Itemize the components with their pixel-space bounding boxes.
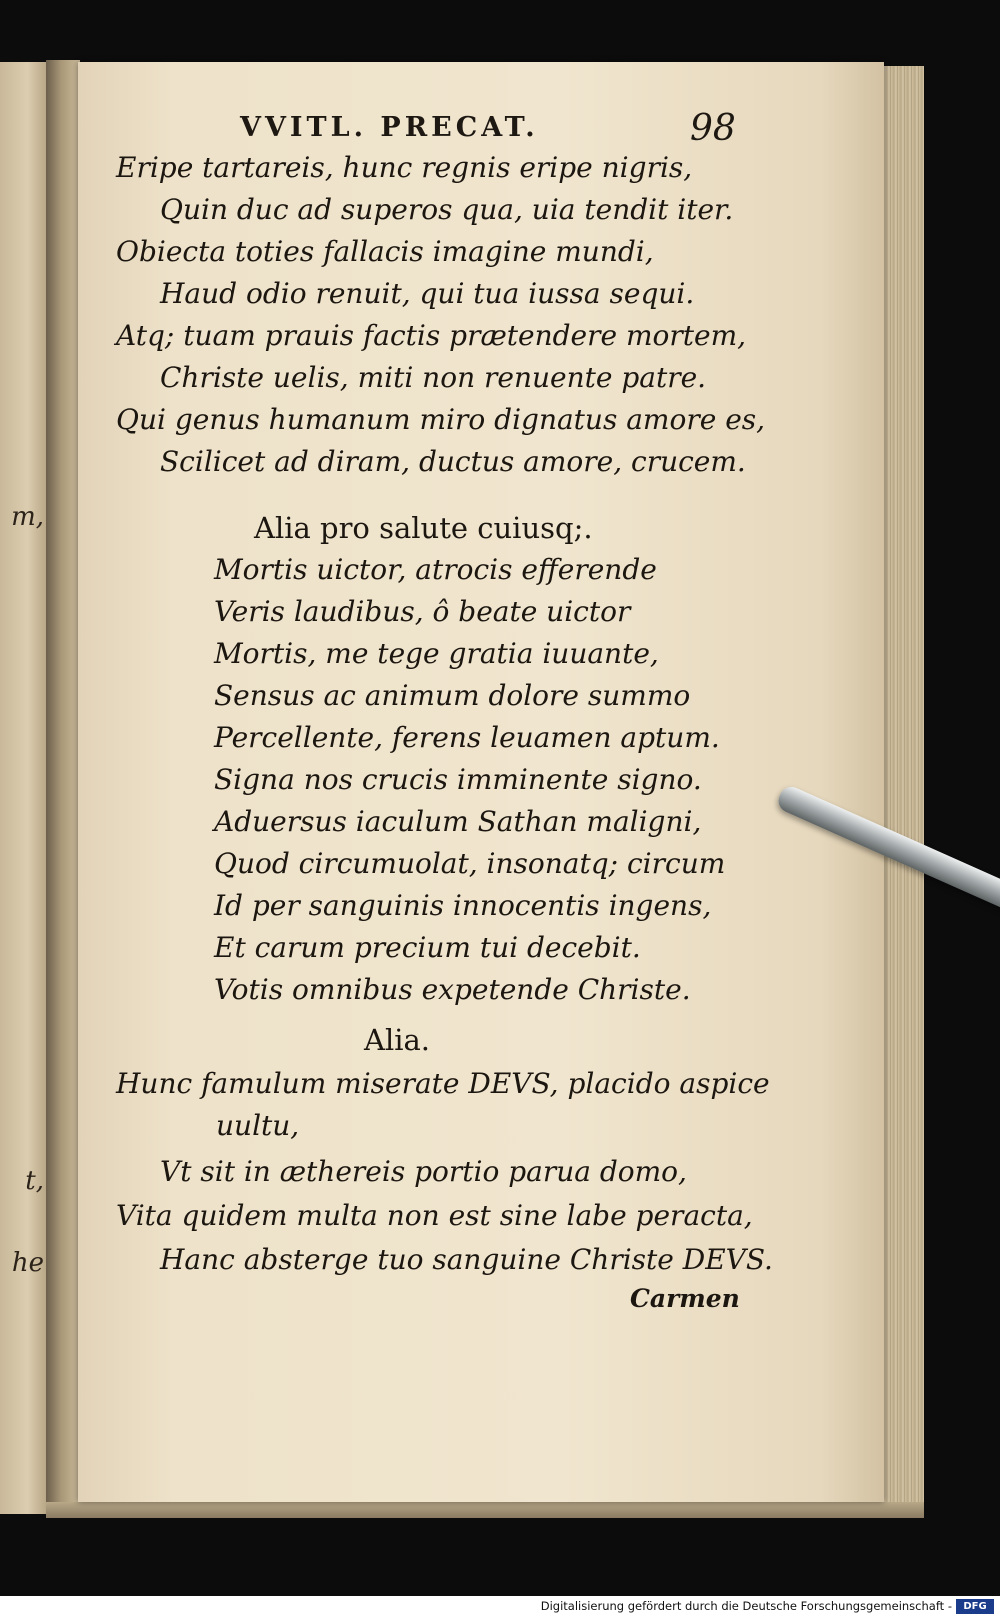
section-heading: Alia. (364, 1023, 431, 1057)
verse-line: Mortis uictor, atrocis efferende (214, 553, 657, 586)
verse-line: Id per sanguinis innocentis ingens, (214, 889, 712, 922)
page-bottom-edge (46, 1502, 924, 1518)
verse-line: Veris laudibus, ô beate uictor (214, 595, 631, 628)
verse-line: Signa nos crucis imminente signo. (214, 763, 702, 796)
verse-line: Christe uelis, miti non renuente patre. (160, 361, 707, 394)
verse-line: Quod circumuolat, insonatq; circum (214, 847, 726, 880)
verse-line: Eripe tartareis, hunc regnis eripe nigris, (116, 151, 693, 184)
section-heading: Alia pro salute cuiusq;. (254, 511, 593, 545)
verse-line: Haud odio renuit, qui tua iussa sequi. (160, 277, 695, 310)
verse-line: Obiecta toties fallacis imagine mundi, (116, 235, 654, 268)
verse-line: Votis omnibus expetende Christe. (214, 973, 691, 1006)
verse-line: Scilicet ad diram, ductus amore, crucem. (160, 445, 746, 478)
verse-line: uultu, (216, 1109, 300, 1142)
verse-line: Hunc famulum miserate DEVS, placido aspice (116, 1067, 770, 1100)
verse-line: Qui genus humanum miro dignatus amore es, (116, 403, 766, 436)
verse-line: Vt sit in æthereis portio parua domo, (160, 1155, 687, 1188)
left-page-fragment: m, (11, 502, 44, 532)
verse-line: Atq; tuam prauis factis prætendere mortem, (116, 319, 747, 352)
verse-line: Percellente, ferens leuamen aptum. (214, 721, 720, 754)
page-number: 98 (690, 108, 736, 149)
catchword: Carmen (630, 1284, 740, 1313)
verse-line: Et carum precium tui decebit. (214, 931, 641, 964)
funding-credit: Digitalisierung gefördert durch die Deutsche Forschungsgemeinschaft - (540, 1599, 952, 1613)
verse-line: Quin duc ad superos qua, uia tendit iter. (160, 193, 734, 226)
verse-line: Sensus ac animum dolore summo (214, 679, 691, 712)
dfg-logo: DFG (956, 1599, 994, 1614)
left-facing-page (0, 62, 46, 1514)
verse-line: Mortis, me tege gratia iuuante, (214, 637, 659, 670)
verse-line: Vita quidem multa non est sine labe peracta, (116, 1199, 753, 1232)
book-gutter (46, 60, 80, 1514)
verse-line: Aduersus iaculum Sathan maligni, (214, 805, 702, 838)
left-page-fragment: t, (25, 1166, 44, 1196)
left-page-fragment: he (11, 1248, 44, 1278)
verse-line: Hanc absterge tuo sanguine Christe DEVS. (160, 1243, 773, 1276)
page-edges (884, 66, 924, 1502)
running-head: VVITL. PRECAT. (240, 112, 539, 143)
